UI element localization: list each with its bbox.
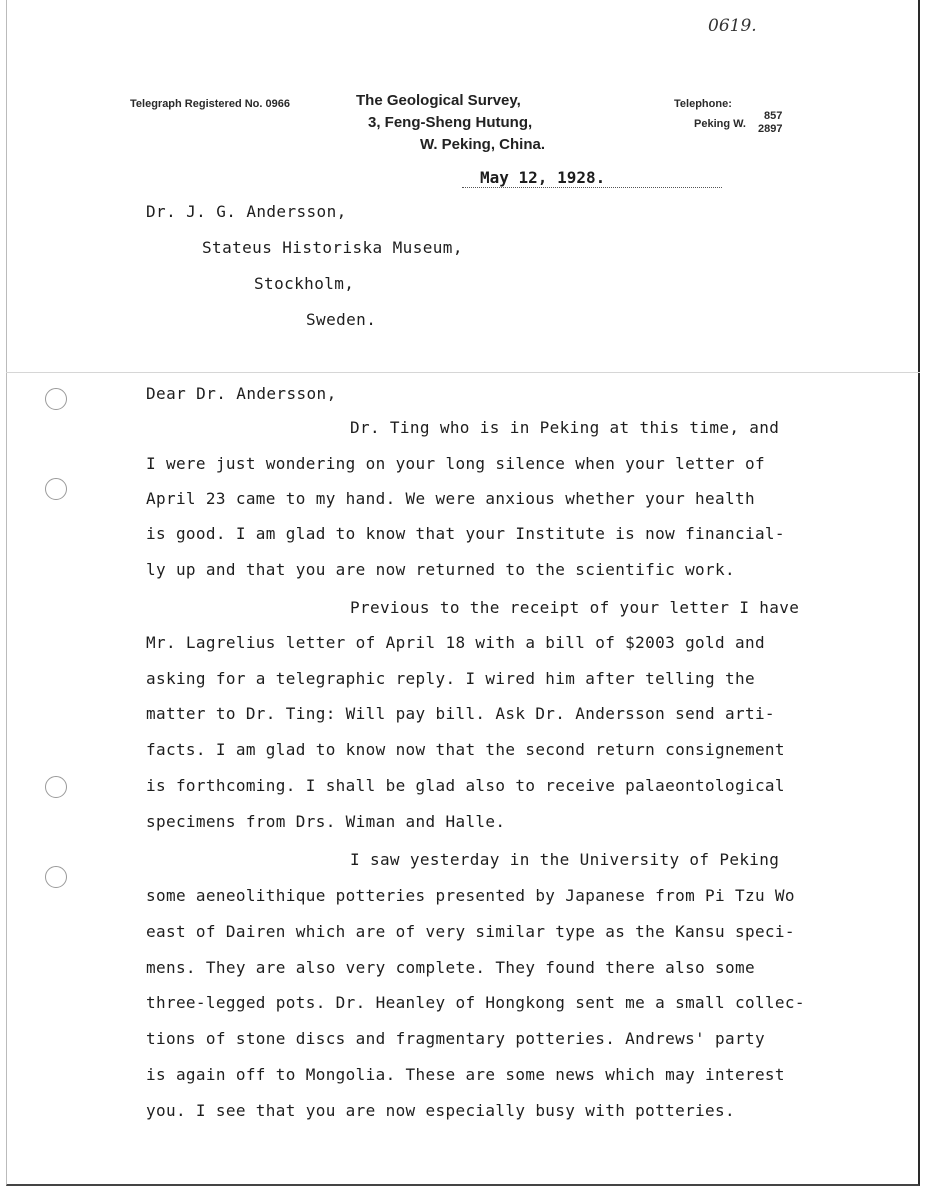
body-line: matter to Dr. Ting: Will pay bill. Ask Dr. Andersson send arti-: [146, 704, 775, 723]
recipient-line: Stateus Historiska Museum,: [202, 238, 463, 257]
telephone-exchange: Peking W.: [694, 118, 746, 130]
telephone-numbers: [758, 110, 782, 136]
body-line: asking for a telegraphic reply. I wired him after telling the: [146, 669, 755, 688]
archive-number: 0619.: [708, 16, 757, 36]
body-line: facts. I am glad to know now that the second return consignement: [146, 740, 785, 759]
org-name: The Geological Survey,: [356, 92, 521, 109]
telephone-number: 857: [764, 110, 783, 122]
org-city: W. Peking, China.: [420, 136, 546, 153]
body-line: is again off to Mongolia. These are some news which may interest: [146, 1065, 785, 1084]
body-line: April 23 came to my hand. We were anxious whether your health: [146, 489, 755, 508]
body-line: east of Dairen which are of very similar type as the Kansu speci-: [146, 922, 795, 941]
recipient-line: Stockholm,: [254, 274, 355, 293]
fold-line: [6, 372, 920, 373]
body-line: I saw yesterday in the University of Peking: [350, 850, 780, 869]
body-line: ly up and that you are now returned to the scientific work.: [146, 560, 735, 579]
body-line: I were just wondering on your long silence when your letter of: [146, 454, 765, 473]
telephone-label: Telephone:: [674, 98, 732, 110]
letter-date: May 12, 1928.: [462, 168, 722, 188]
body-line: is forthcoming. I shall be glad also to receive palaeontological: [146, 776, 785, 795]
salutation: Dear Dr. Andersson,: [146, 384, 337, 403]
punch-hole-icon: [45, 478, 67, 500]
org-street: 3, Feng-Sheng Hutung,: [368, 114, 533, 131]
recipient-line: Dr. J. G. Andersson,: [146, 202, 347, 221]
body-line: tions of stone discs and fragmentary potteries. Andrews' party: [146, 1029, 765, 1048]
body-line: is good. I am glad to know that your Institute is now financial-: [146, 524, 785, 543]
body-line: three-legged pots. Dr. Heanley of Hongkong sent me a small collec-: [146, 993, 805, 1012]
body-line: you. I see that you are now especially busy with potteries.: [146, 1101, 735, 1120]
organization-address: [330, 90, 545, 156]
telegraph-registration: Telegraph Registered No. 0966: [130, 98, 290, 110]
body-line: Dr. Ting who is in Peking at this time, and: [350, 418, 780, 437]
punch-hole-icon: [45, 866, 67, 888]
telephone-number: 2897: [758, 123, 783, 135]
punch-hole-icon: [45, 776, 67, 798]
body-line: specimens from Drs. Wiman and Halle.: [146, 812, 506, 831]
recipient-line: Sweden.: [306, 310, 377, 329]
body-line: mens. They are also very complete. They found there also some: [146, 958, 755, 977]
body-line: Mr. Lagrelius letter of April 18 with a bill of $2003 gold and: [146, 633, 765, 652]
body-line: Previous to the receipt of your letter I have: [350, 598, 800, 617]
body-line: some aeneolithique potteries presented by Japanese from Pi Tzu Wo: [146, 886, 795, 905]
punch-hole-icon: [45, 388, 67, 410]
